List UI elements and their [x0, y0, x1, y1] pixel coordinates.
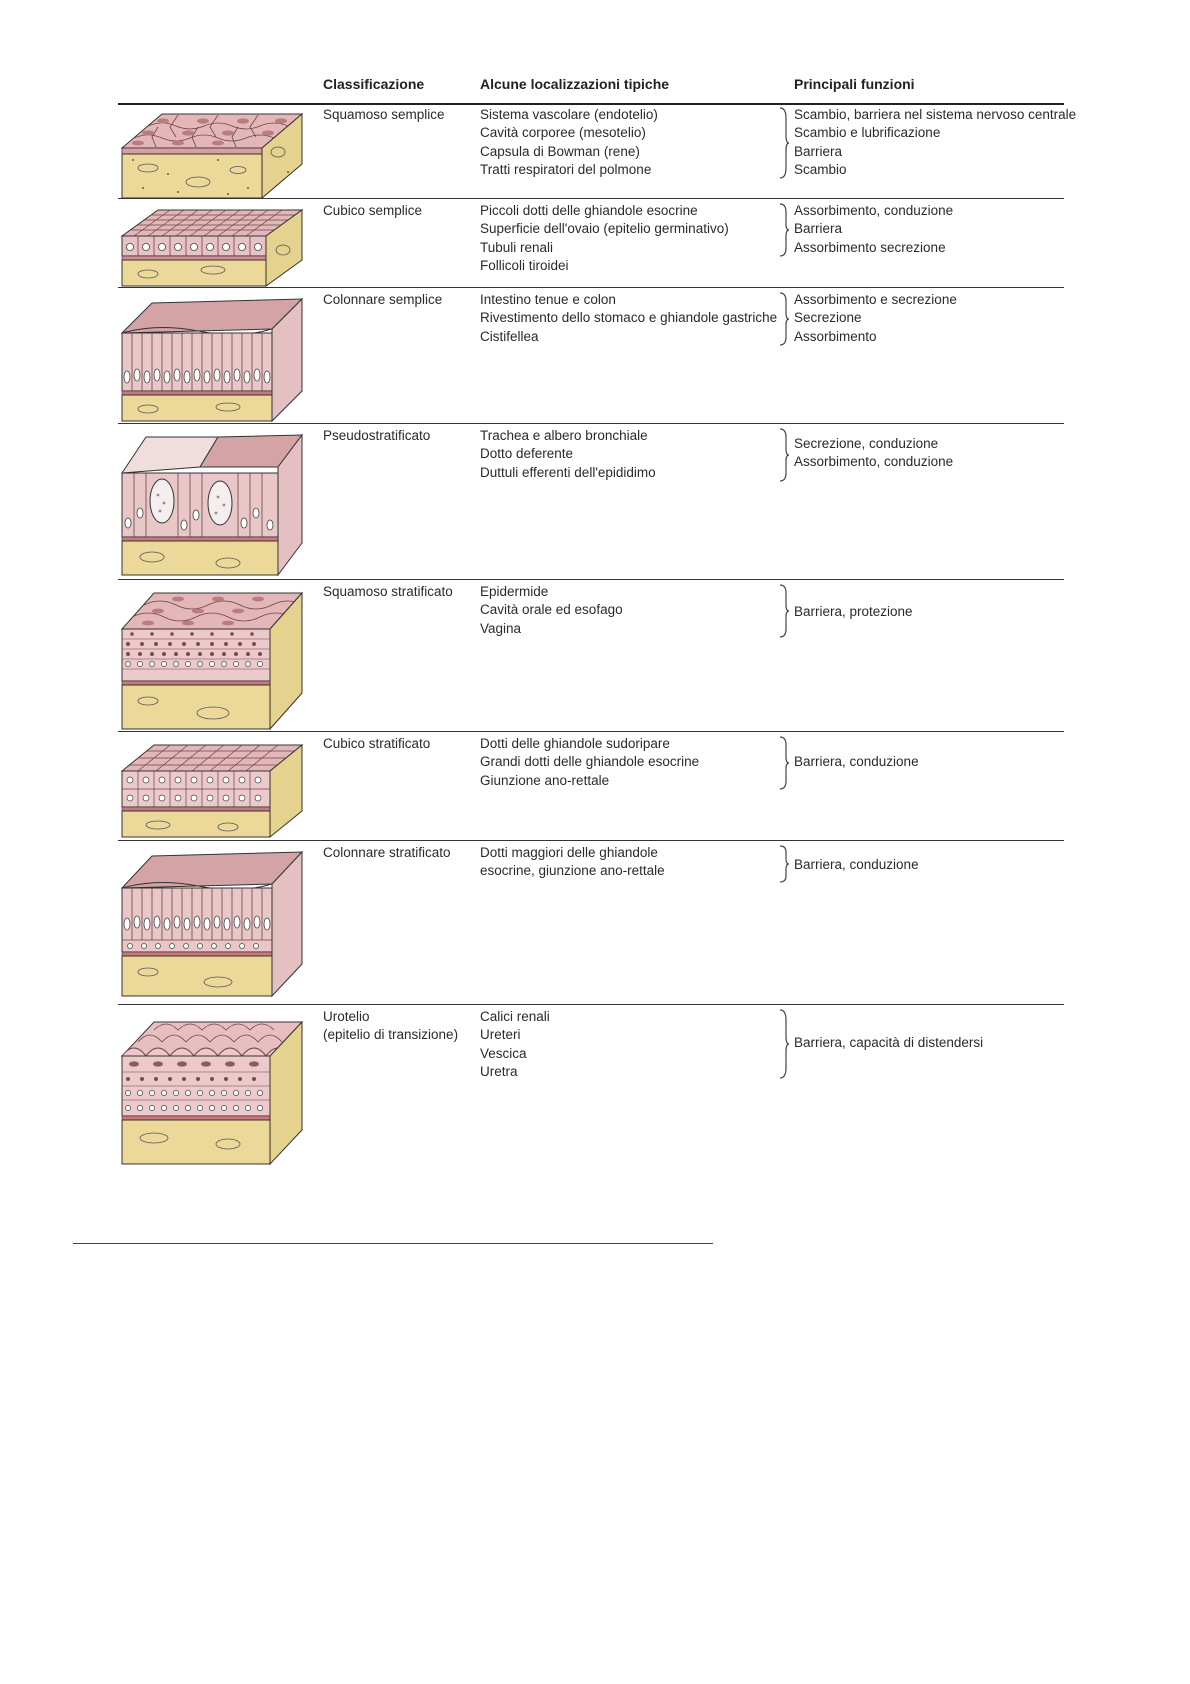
classification-label: Colonnare stratificato: [323, 845, 451, 860]
location-list: [480, 844, 665, 881]
location-item: esocrine, giunzione ano-rettale: [480, 863, 665, 879]
function-list: [794, 202, 953, 257]
location-item: Capsula di Bowman (rene): [480, 143, 640, 159]
function-item: Assorbimento, conduzione: [794, 454, 954, 470]
location-item: Epidermide: [480, 584, 549, 599]
location-item: Duttuli efferenti dell'epididimo: [480, 464, 656, 480]
pseudostratified-illustration: [118, 433, 306, 581]
brace-icon: [778, 291, 790, 347]
location-item: Cavità corporee (mesotelio): [480, 125, 646, 141]
brace-icon: [778, 427, 790, 483]
function-item: Secrezione: [794, 310, 862, 326]
function-item: Secrezione, conduzione: [794, 436, 939, 451]
function-item: Scambio e lubrificazione: [794, 125, 941, 141]
stratified-cuboidal-illustration: [118, 741, 306, 841]
simple-cuboidal-illustration: [118, 208, 306, 290]
location-item: Dotto deferente: [480, 446, 574, 462]
function-list: [794, 291, 957, 346]
location-item: Cavità orale ed esofago: [480, 602, 623, 618]
location-item: Intestino tenue e colon: [480, 292, 616, 307]
location-item: Sistema vascolare (endotelio): [480, 107, 658, 122]
brace-icon: [778, 735, 790, 791]
function-item: Barriera, capacità di distendersi: [794, 1035, 984, 1050]
function-item: Assorbimento secrezione: [794, 239, 946, 255]
location-item: Tratti respiratori del polmone: [480, 161, 652, 177]
function-item: Scambio: [794, 161, 847, 177]
header-functions: Principali funzioni: [794, 76, 915, 92]
classification-label: Squamoso semplice: [323, 107, 445, 122]
row-divider: [118, 1004, 1064, 1005]
function-list: [794, 856, 919, 874]
location-item: Ureteri: [480, 1027, 521, 1043]
location-item: Vagina: [480, 620, 522, 636]
function-item: Barriera, conduzione: [794, 754, 919, 769]
simple-squamous-illustration: [118, 112, 306, 202]
location-list: [480, 202, 729, 275]
brace-icon: [778, 106, 790, 180]
location-item: Trachea e albero bronchiale: [480, 428, 648, 443]
classification-label: Pseudostratificato: [323, 428, 431, 443]
function-item: Assorbimento, conduzione: [794, 203, 954, 218]
location-item: Superficie dell'ovaio (epitelio germinativo): [480, 221, 729, 237]
stratified-squamous-illustration: [118, 589, 306, 733]
location-list: [480, 106, 658, 179]
location-item: Cistifellea: [480, 328, 539, 344]
location-item: Rivestimento dello stomaco e ghiandole gastriche: [480, 310, 778, 326]
location-list: [480, 1008, 550, 1081]
brace-icon: [778, 1008, 790, 1080]
function-item: Barriera: [794, 221, 843, 237]
location-item: Follicoli tiroidei: [480, 257, 569, 273]
function-item: Barriera: [794, 143, 843, 159]
location-list: [480, 735, 699, 790]
location-item: Dotti maggiori delle ghiandole: [480, 845, 658, 860]
function-list: [794, 106, 1076, 179]
location-item: Dotti delle ghiandole sudoripare: [480, 736, 670, 751]
function-item: Barriera, protezione: [794, 604, 913, 619]
function-item: Scambio, barriera nel sistema nervoso centrale: [794, 107, 1077, 122]
function-item: Assorbimento e secrezione: [794, 292, 957, 307]
location-item: Vescica: [480, 1045, 527, 1061]
brace-icon: [778, 583, 790, 639]
location-list: [480, 583, 623, 638]
classification-label: Squamoso stratificato: [323, 584, 453, 599]
location-item: Calici renali: [480, 1009, 550, 1024]
brace-icon: [778, 202, 790, 258]
location-item: Piccoli dotti delle ghiandole esocrine: [480, 203, 698, 218]
header-classification: Classificazione: [323, 76, 425, 92]
simple-columnar-illustration: [118, 297, 306, 425]
function-list: [794, 435, 953, 472]
classification-label: Cubico stratificato: [323, 736, 431, 751]
classification-label: Urotelio (epitelio di transizione): [323, 1009, 459, 1042]
stratified-columnar-illustration: [118, 850, 306, 1002]
function-list: [794, 603, 913, 621]
function-item: Barriera, conduzione: [794, 857, 919, 872]
location-list: [480, 427, 656, 482]
location-item: Uretra: [480, 1063, 518, 1079]
header-locations: Alcune localizzazioni tipiche: [480, 76, 670, 92]
header-rule: [118, 103, 1064, 105]
location-item: Giunzione ano-rettale: [480, 772, 610, 788]
classification-label: Cubico semplice: [323, 203, 423, 218]
brace-icon: [778, 844, 790, 884]
urothelium-illustration: [118, 1014, 306, 1170]
function-list: [794, 1034, 983, 1052]
location-item: Grandi dotti delle ghiandole esocrine: [480, 754, 700, 770]
classification-label: Colonnare semplice: [323, 292, 443, 307]
function-list: [794, 753, 919, 771]
location-list: [480, 291, 777, 346]
footer-rule: [73, 1243, 713, 1244]
function-item: Assorbimento: [794, 328, 877, 344]
location-item: Tubuli renali: [480, 239, 554, 255]
